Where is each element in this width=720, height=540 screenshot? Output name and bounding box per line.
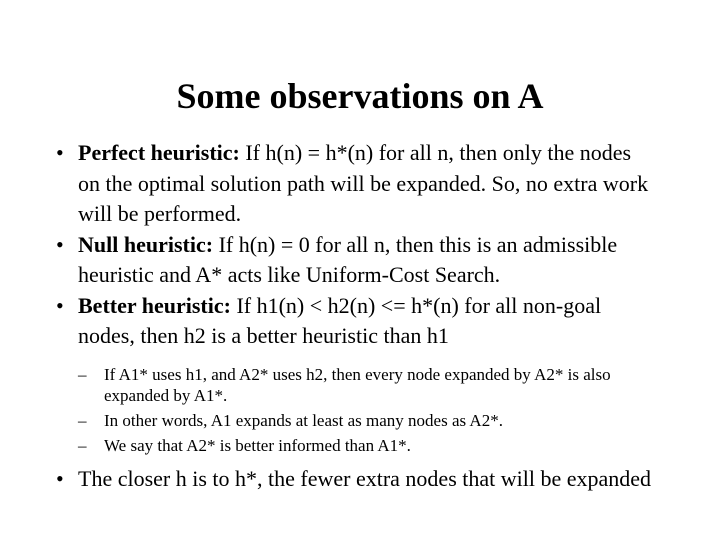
bullet-lead: Perfect heuristic: [78, 140, 240, 165]
slide-title: Some observations on A [176, 76, 544, 116]
bullet-marker: • [56, 465, 64, 491]
sub-bullet-marker: – [78, 410, 87, 430]
bullet-marker: • [56, 140, 64, 165]
bullet-lead: Better heuristic: [78, 292, 231, 318]
bullet-lead: Null heuristic: [78, 231, 214, 257]
bullet-text: If h1(n) < h2(n) <= h*(n) for all non-goal nodes, then h2 is a better heuristic than h1 [78, 292, 602, 348]
sub-bullet-marker: – [78, 364, 87, 384]
bullet-marker: • [56, 292, 64, 318]
sub-bullet-text: We say that A2* is better informed than A1*. [104, 435, 411, 455]
sub-bullet-text: In other words, A1 expands at least as many nodes as A2*. [104, 410, 503, 430]
bullet-closer-heuristic [56, 464, 656, 495]
bullet-text: If h(n) = h*(n) for all n, then only the nodes on the optimal solution path will be expanded. So, no extra work will be performed. [78, 140, 649, 226]
sub-bullet-item [78, 435, 656, 456]
sub-bullet-item [78, 410, 656, 431]
sub-bullet-text: If A1* uses h1, and A2* uses h2, then every node expanded by A2* is also expanded by A1*. [104, 364, 611, 405]
bullet-better-heuristic [56, 291, 656, 352]
bullet-perfect-heuristic [56, 138, 656, 230]
bullet-null-heuristic [56, 230, 656, 291]
bullet-text: The closer h is to h*, the fewer extra nodes that will be expanded [78, 465, 652, 491]
sub-bullet-item [78, 364, 656, 406]
bullet-marker: • [56, 231, 64, 257]
sub-bullet-marker: – [78, 435, 87, 455]
bullet-list [56, 138, 656, 494]
sub-bullet-list [78, 364, 656, 456]
bullet-text: If h(n) = 0 for all n, then this is an admissible heuristic and A* acts like Uniform-Cost Search. [78, 231, 618, 287]
